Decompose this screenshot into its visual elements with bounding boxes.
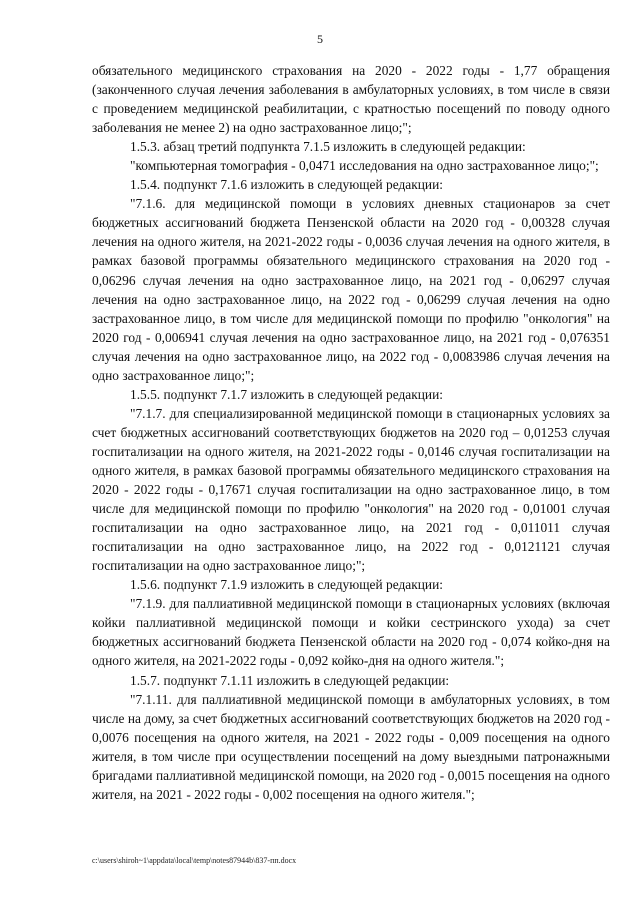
paragraph: "7.1.9. для паллиативной медицинской помощи в стационарных условиях (включая койки паллиативной медицинской помощи и койки сестринского ухода) за счет бюджетных ассигнований бюджета Пензенской области на 2020 год - 0,074 койко-дня на одного жителя, на 2021-2022 годы - 0,092 койко-дня на одного жителя."; [92,596,610,669]
paragraph: 1.5.5. подпункт 7.1.7 изложить в следующей редакции: [130,386,443,402]
paragraph: "7.1.6. для медицинской помощи в условиях дневных стационаров за счет бюджетных ассигнований бюджета Пензенской области на 2020 год - 0,00328 случая лечения на одного жителя, на 2021-2022 годы - 0,0036 случая лечения на одного жителя, в рамках базовой программы обязательного медицинского страхования на 2020 год - 0,06296 случая лечения на одно застрахованное лицо, на 2021 год - 0,06297 случая лечения на одно застрахованное лицо, на 2022 год - 0,06299 случая лечения на одно застрахованное лицо, в том числе для медицинской помощи по профилю "онкология" на 2020 год - 0,006941 случая лечения на одно застрахованное лицо, на 2021 год - 0,076351 случая лечения на одно застрахованное лицо, на 2022 год - 0,0083986 случая лечения на одно застрахованное лицо;"; [92,196,610,383]
paragraph: 1.5.7. подпункт 7.1.11 изложить в следующей редакции: [130,672,450,688]
document-body [92,61,610,804]
paragraph: 1.5.4. подпункт 7.1.6 изложить в следующей редакции: [130,177,443,193]
page-number: 5 [317,32,323,46]
paragraph: "компьютерная томография - 0,0471 исследования на одно застрахованное лицо;"; [130,158,599,174]
paragraph: обязательного медицинского страхования на 2020 - 2022 годы - 1,77 обращения (законченного случая лечения заболевания в амбулаторных условиях, в том числе в связи с проведением медицинской реабилитации, с кратностью посещений по поводу одного заболевания не менее 2) на одно застрахованное лицо;"; [92,63,610,136]
paragraph: 1.5.3. абзац третий подпункта 7.1.5 изложить в следующей редакции: [130,139,526,155]
paragraph: "7.1.7. для специализированной медицинской помощи в стационарных условиях за счет бюджетных ассигнований соответствующих бюджетов на 2020 год – 0,01253 случая госпитализации на одного жителя, на 2021-2022 годы - 0,0146 случая госпитализации на одного жителя, в рамках базовой программы обязательного медицинского страхования на 2020 - 2022 годы - 0,17671 случая госпитализации на одно застрахованное лицо, в том числе для медицинской помощи по профилю "онкология" на 2020 год - 0,01001 случая госпитализации на одно застрахованное лицо, на 2021 год - 0,011011 случая госпитализации на одно застрахованное лицо, на 2022 год - 0,0121121 случая госпитализации на одно застрахованное лицо;"; [92,405,610,574]
paragraph: 1.5.6. подпункт 7.1.9 изложить в следующей редакции: [130,577,443,593]
file-path-footer: c:\users\shiroh~1\appdata\local\temp\notes87944b\837-пп.docx [92,856,297,865]
paragraph: "7.1.11. для паллиативной медицинской помощи в амбулаторных условиях, в том числе на дому, за счет бюджетных ассигнований соответствующих бюджетов на 2020 год - 0,0076 посещения на одного жителя, на 2021 - 2022 годы - 0,009 посещения на одного жителя, в том числе при осуществлении посещений на дому выездными патронажными бригадами паллиативной медицинской помощи, на 2020 год - 0,0015 посещения на одного жителя, на 2021 - 2022 годы - 0,002 посещения на одного жителя."; [92,691,610,802]
